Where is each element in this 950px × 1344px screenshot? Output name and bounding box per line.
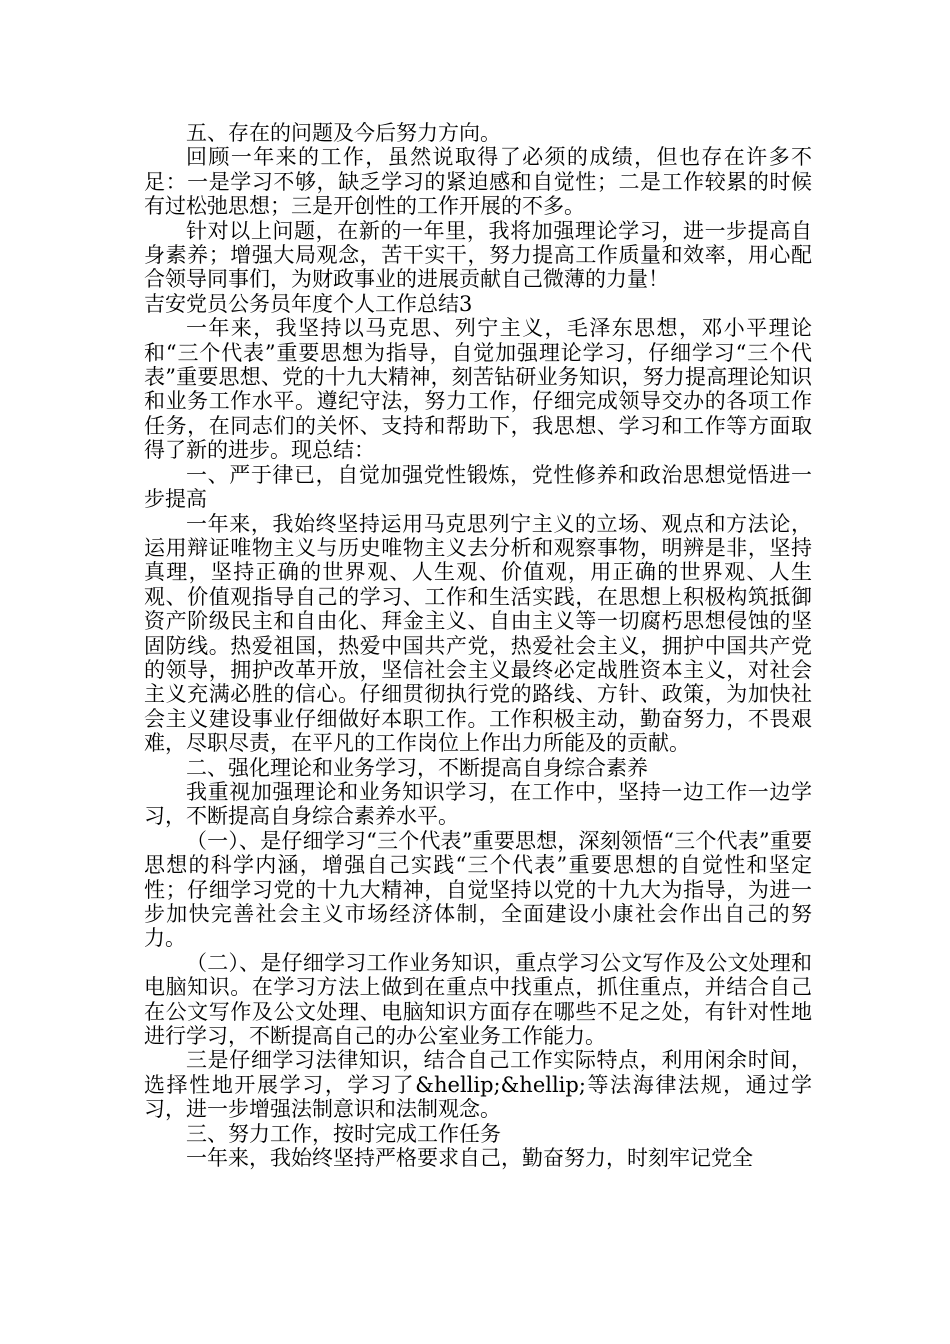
document-section-title: 吉安党员公务员年度个人工作总结3	[144, 291, 473, 316]
paragraph-heading-three: 三、努力工作，按时完成工作任务	[186, 1121, 501, 1146]
paragraph-study-one: （一）、是仔细学习“三个代表”重要思想，深刻领悟“三个代表”重要思想的科学内涵，增强自己实践“三个代表”重要思想的自觉性和坚定性；仔细学习党的十九大精神，自觉坚持以党的十九大为指导，为进一步加快完善社会主义市场经济体制，全面建设小康社会作出自己的努力。	[144, 828, 812, 951]
paragraph-study-two: （二）、是仔细学习工作业务知识，重点学习公文写作及公文处理和电脑知识。在学习方法上做到在重点中找重点，抓住重点，并结合自己在公文写作及公文处理、电脑知识方面存在哪些不足之处，有针对性地进行学习，不断提高自己的办公室业务工作能力。	[144, 950, 812, 1049]
paragraph-review: 回顾一年来的工作，虽然说取得了必须的成绩，但也存在许多不足：一是学习不够，缺乏学习的紧迫感和自觉性；二是工作较累的时候有过松弛思想；三是开创性的工作开展的不多。	[144, 145, 812, 219]
paragraph-heading-two: 二、强化理论和业务学习，不断提高自身综合素养	[186, 755, 648, 780]
paragraph-heading-one: 一、严于律已，自觉加强党性锻炼，党性修养和政治思想觉悟进一步提高	[144, 462, 812, 512]
paragraph-party-spirit: 一年来，我始终坚持运用马克思列宁主义的立场、观点和方法论，运用辩证唯物主义与历史唯物主义去分析和观察事物，明辨是非，坚持真理，坚持正确的世界观、人生观、价值观，用正确的世界观、人生观、价值观指导自己的学习、工作和生活实践，在思想上积极构筑抵御资产阶级民主和自由化、拜金主义、自由主义等一切腐朽思想侵蚀的坚固防线。热爱祖国，热爱中国共产党，热爱社会主义，拥护中国共产党的领导，拥护改革开放，坚信社会主义最终必定战胜资本主义，对社会主义充满必胜的信心。仔细贯彻执行党的路线、方针、政策，为加快社会主义建设事业仔细做好本职工作。工作积极主动，勤奋努力，不畏艰难，尽职尽责，在平凡的工作岗位上作出力所能及的贡献。	[144, 511, 812, 756]
paragraph-heading-problems: 五、存在的问题及今后努力方向。	[186, 121, 501, 145]
paragraph-work: 一年来，我始终坚持严格要求自己，勤奋努力，时刻牢记党全	[186, 1146, 753, 1171]
paragraph-study: 我重视加强理论和业务知识学习，在工作中，坚持一边工作一边学习，不断提高自身综合素养水平。	[144, 779, 812, 829]
paragraph-study-three: 三是仔细学习法律知识，结合自己工作实际特点，利用闲余时间，选择性地开展学习，学习了&hellip;&hellip;等法海律法规，通过学习，进一步增强法制意识和法制观念。	[144, 1048, 812, 1122]
paragraph-intro: 一年来，我坚持以马克思、列宁主义，毛泽东思想，邓小平理论和“三个代表”重要思想为指导，自觉加强理论学习，仔细学习“三个代表”重要思想、党的十九大精神，刻苦钻研业务知识，努力提高理论知识和业务工作水平。遵纪守法，努力工作，仔细完成领导交办的各项工作任务，在同志们的关怀、支持和帮助下，我思想、学习和工作等方面取得了新的进步。现总结：	[144, 316, 812, 463]
document-body	[144, 121, 812, 1170]
paragraph-plan: 针对以上问题，在新的一年里，我将加强理论学习，进一步提高自身素养；增强大局观念，苦干实干，努力提高工作质量和效率，用心配合领导同事们，为财政事业的进展贡献自己微薄的力量！	[144, 218, 812, 292]
